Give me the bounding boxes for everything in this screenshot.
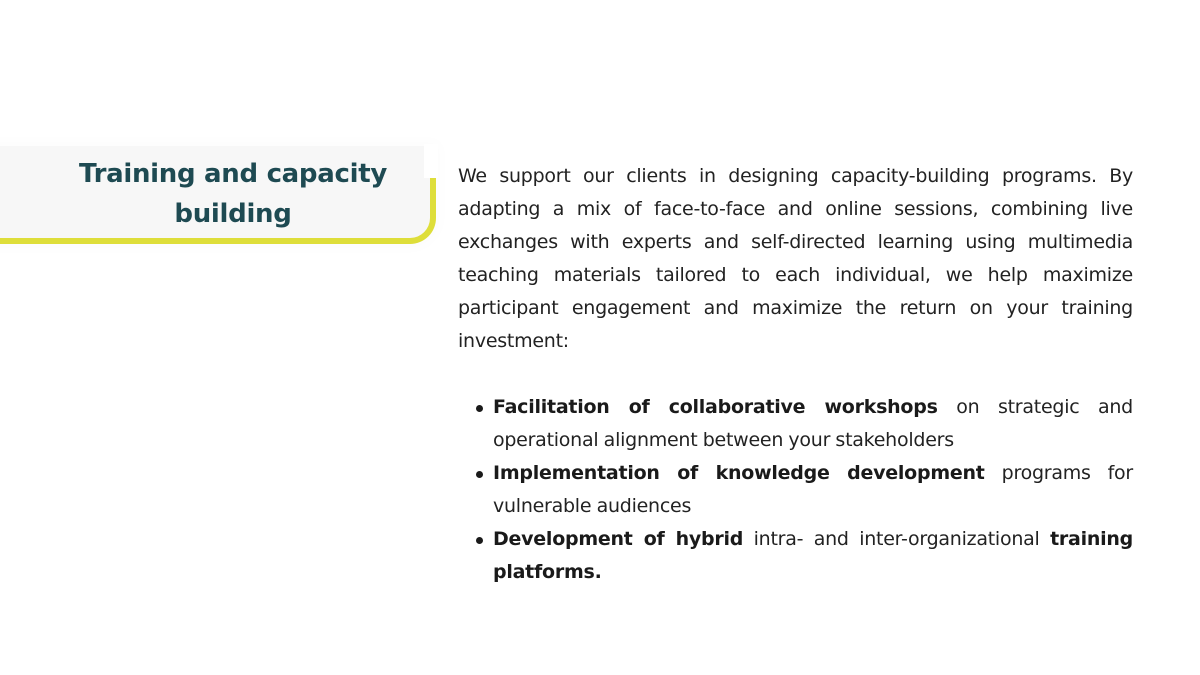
- title-card-corner: [424, 144, 438, 178]
- list-item: [458, 457, 1133, 523]
- page-title: Training and capacity building: [79, 159, 387, 229]
- intro-paragraph: We support our clients in designing capacity-building programs. By adapting a mix of face-to-face and online sessions, combining live exchanges with experts and self-directed learning using multimedia teaching materials tailored to each individual, we help maximize participant engagement and maximize the return on your training investment:: [458, 165, 1133, 352]
- bullet-text: programs for vulnerable audiences: [493, 462, 1133, 517]
- bullet-bold-text: Development of hybrid: [493, 528, 744, 550]
- list-item: [458, 391, 1133, 457]
- bullet-dot-icon: [476, 405, 483, 412]
- list-item: [458, 523, 1133, 589]
- bullet-dot-icon: [476, 537, 483, 544]
- bullet-bold-end-text: training platforms.: [493, 528, 1134, 583]
- bullet-text: on strategic and operational alignment between your stakeholders: [493, 396, 1133, 451]
- content-column: [458, 160, 1133, 589]
- bullet-list: [458, 391, 1133, 589]
- bullet-dot-icon: [476, 471, 483, 478]
- bullet-bold-text: Facilitation of collaborative workshops: [493, 396, 938, 418]
- bullet-text: intra- and inter-organizational: [743, 528, 1051, 550]
- bullet-bold-text: Implementation of knowledge development: [493, 462, 985, 484]
